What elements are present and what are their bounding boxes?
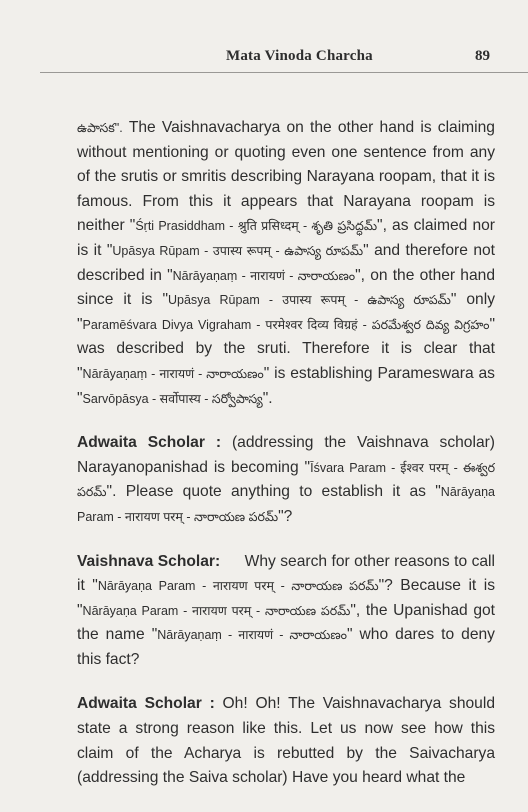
text: ", as claimed nor is it "	[77, 217, 495, 259]
transliteration: Nārāyaṇaṃ - नारायणं - నారాయణం	[157, 628, 347, 643]
running-title: Mata Vinoda Charcha	[226, 48, 373, 64]
page-header	[0, 48, 528, 70]
transliteration: Sarvōpāsya - सर्वोपास्य - సర్వోపాస్య	[82, 391, 263, 406]
transliteration: Śṛti Prasiddham - श्रुति प्रसिध्दम् - శృతి ప్రసిద్ధమ్	[135, 219, 378, 234]
transliteration: Nārāyaṇa Param - नारायण परम् - నారాయణ పరమ్	[82, 603, 351, 618]
paragraph-4	[77, 692, 495, 790]
page-number: 89	[475, 48, 490, 64]
text: (addressing the Vaishnava scholar) Narayanopanishad is becoming "	[77, 434, 495, 476]
text: Oh! Oh! The Vaishnavacharya should state a strong reason like this. Let us now see how this claim of the Acharya is rebutted by the Saivacharya (addressing the Saiva scholar) Have you heard what the	[77, 695, 495, 787]
paragraph-2	[77, 431, 495, 529]
body-text	[77, 116, 495, 811]
text: " only "	[77, 291, 495, 333]
transliteration: Nārāyaṇa Param - नारायण परम् - నారాయణ పరమ్	[97, 579, 379, 594]
text: " and therefore not described in "	[77, 241, 495, 284]
transliteration: Upāsya Rūpam - उपास्य रूपम् - ఉపాస్య రూపమ్	[167, 293, 451, 308]
paragraph-1	[77, 116, 495, 411]
transliteration: Paramēśvara Divya Vigraham - परमेश्वर दिव्य विग्रहं - పరమేశ్వర దివ్య విగ్రహం	[82, 317, 490, 332]
text: The Vaishnavacharya on the other hand is claiming without mentioning or quoting even one sentence from any of the srutis or smritis describing Narayana roopam, that it is famous. From this it appears that Narayana roopam is neither "	[77, 119, 495, 235]
text: ".	[262, 389, 273, 407]
text: ". Please quote anything to establish it as "	[106, 483, 441, 501]
text: "?	[278, 507, 293, 525]
telugu-fragment: ఉపాసక".	[77, 121, 123, 135]
text: Why search for other reasons to call it "	[77, 552, 495, 595]
text: "? Because it is "	[77, 577, 495, 619]
text: ", on the other hand since it is "	[77, 266, 495, 309]
speaker-label: Adwaita Scholar :	[77, 695, 215, 713]
transliteration: Nārāyaṇaṃ - नारायणं - నారాయణం	[82, 366, 264, 381]
speaker-label: Vaishnava Scholar:	[77, 552, 221, 570]
paragraph-3	[77, 550, 495, 673]
transliteration: Upāsya Rūpam - उपास्य रूपम् - ఉపాస్య రూపమ్	[112, 243, 364, 258]
transliteration: Nārāyaṇa Param - नारायण परम् - నారాయణ పరమ్	[77, 485, 495, 524]
text: " is establishing Parameswara as "	[77, 364, 495, 407]
text: ", the Upanishad got the name "	[77, 601, 496, 644]
speaker-label: Adwaita Scholar :	[77, 434, 222, 452]
transliteration: Nārāyaṇaṃ - नारायणं - నారాయణం	[172, 268, 356, 283]
transliteration: Īśvara Param - ईश्वर परम् - ఈశ్వర పరమ్	[77, 460, 495, 500]
text: " who dares to deny this fact?	[77, 626, 495, 668]
text: " was described by the sruti. Therefore it is clear that "	[77, 315, 495, 382]
header-rule	[40, 72, 528, 73]
